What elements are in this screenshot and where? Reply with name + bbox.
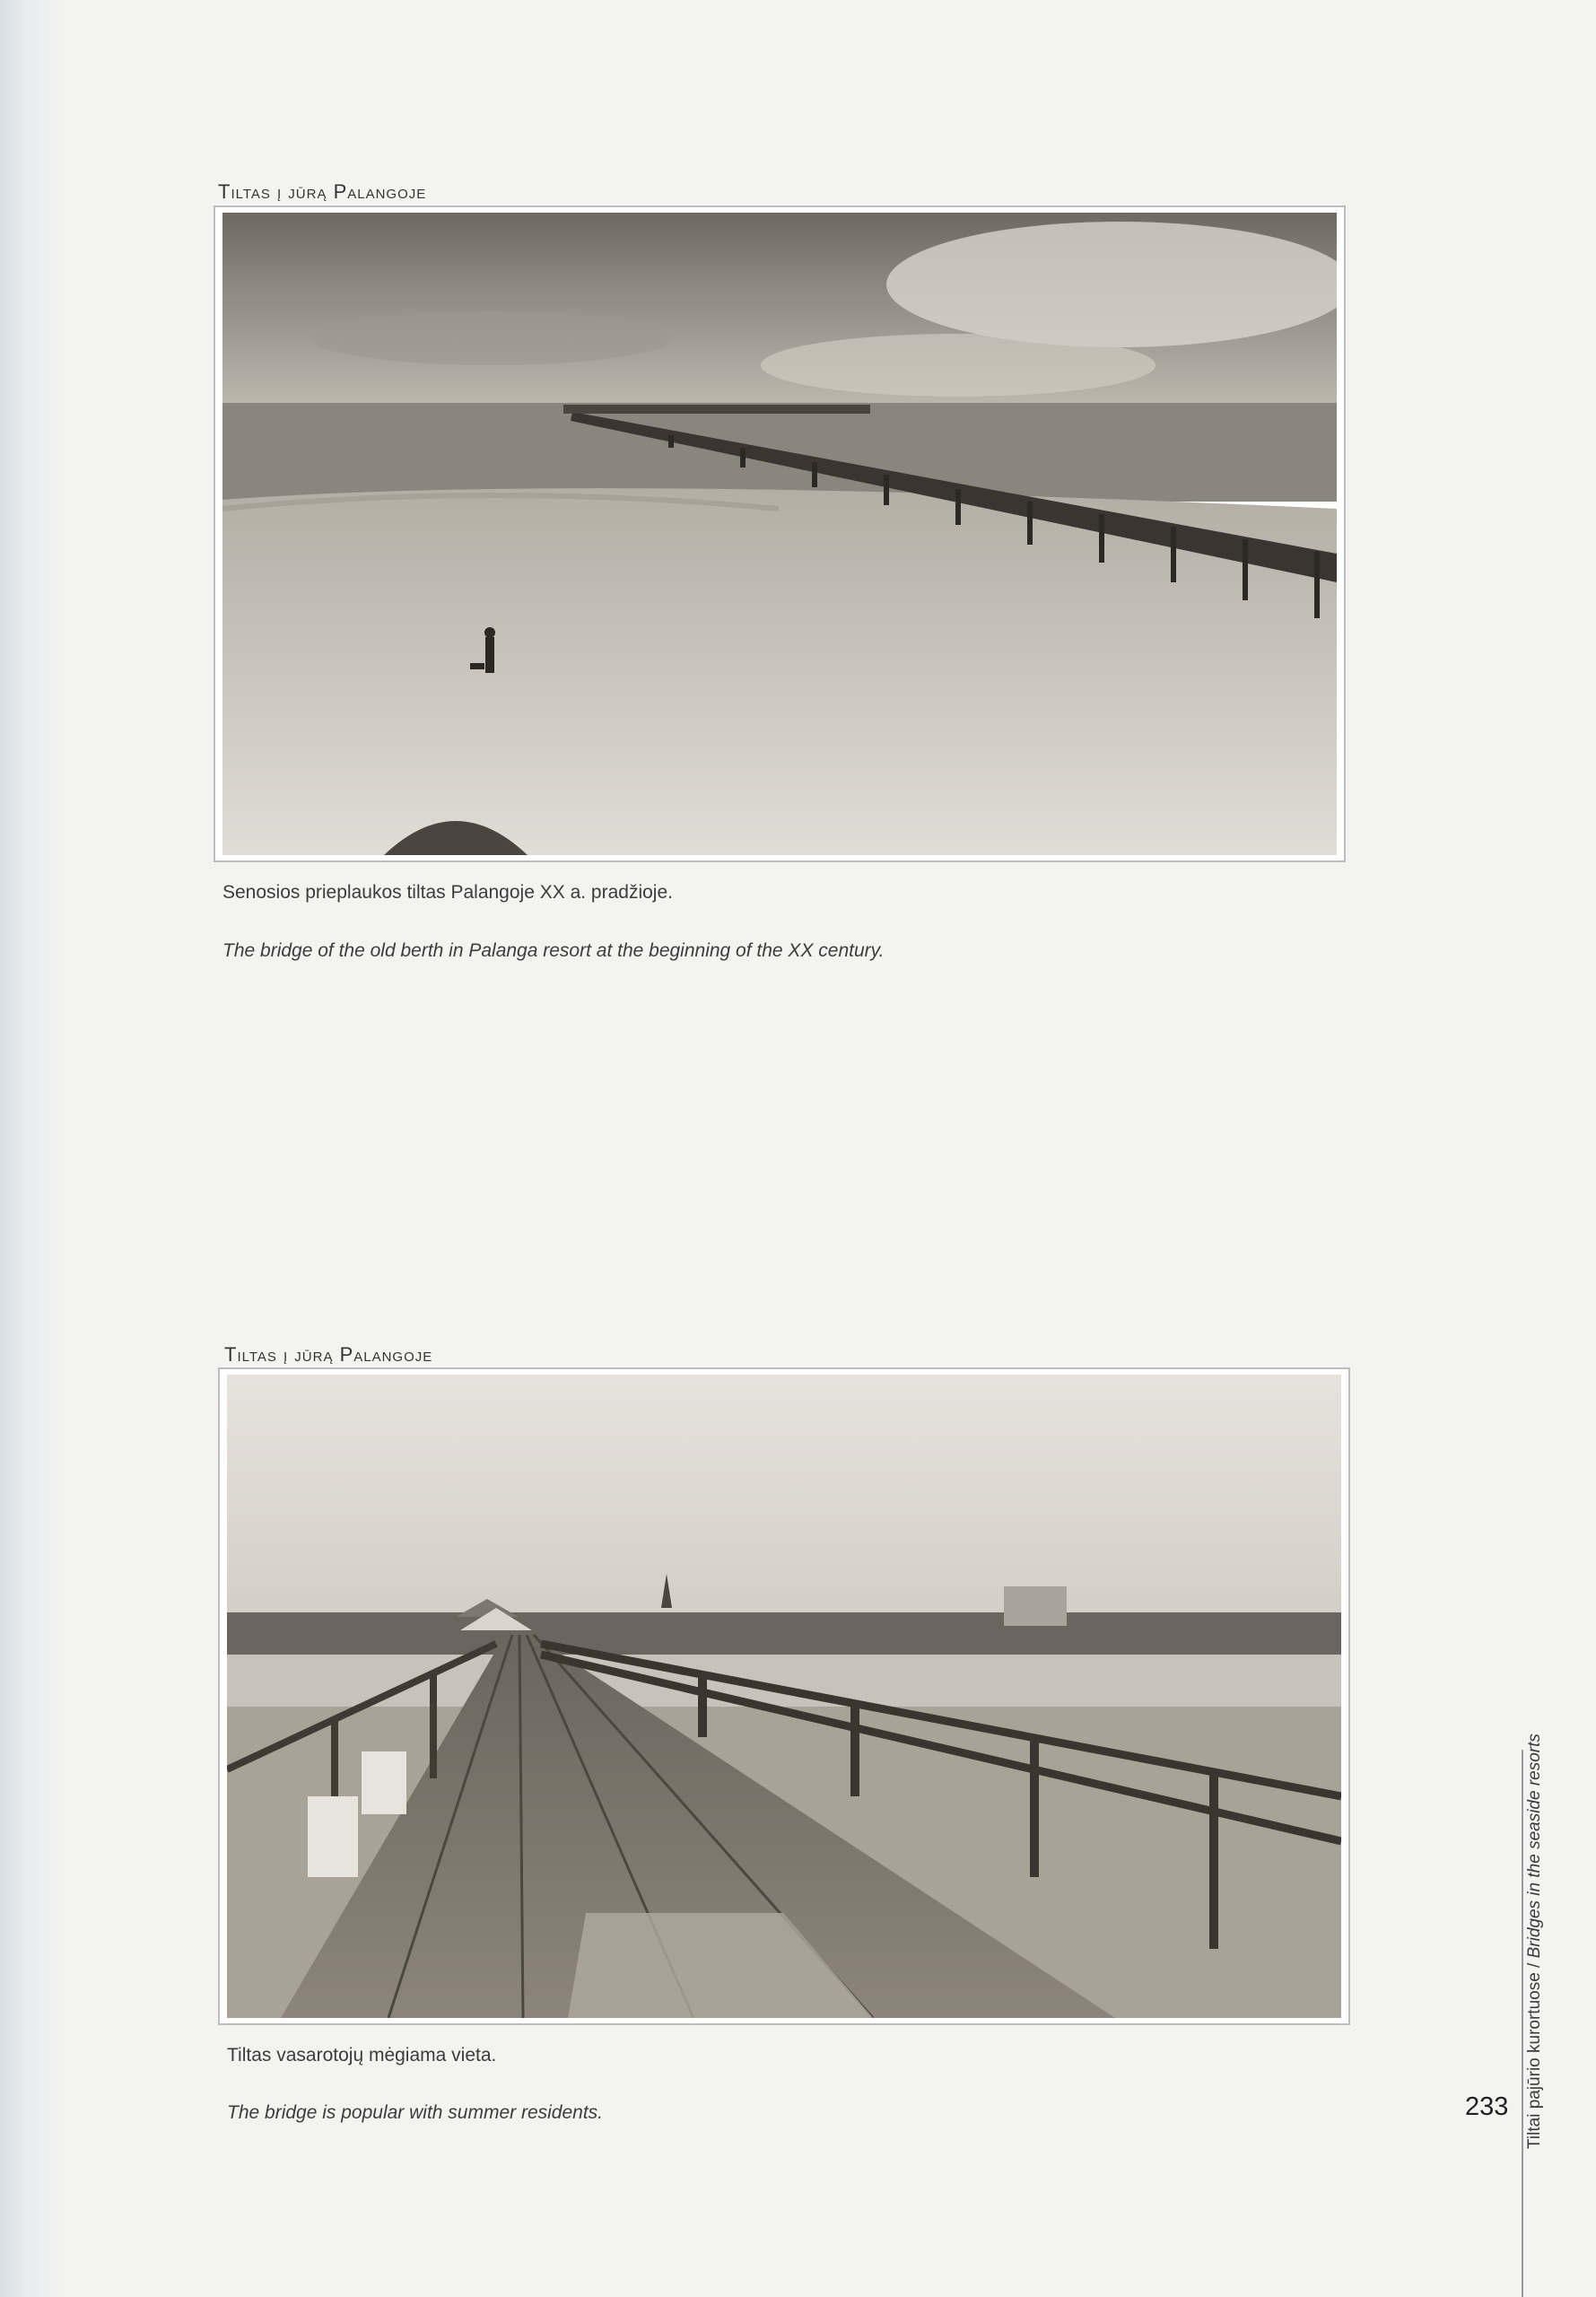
photo1-caption-en: The bridge of the old berth in Palanga resort at the beginning of the XX century.: [222, 940, 885, 961]
photo2-frame: [218, 1367, 1350, 2025]
photo2-caption-lt: Tiltas vasarotojų mėgiama vieta.: [227, 2045, 497, 2066]
running-title-lt: Tiltai pajūrio kurortuose /: [1525, 1958, 1544, 2149]
page-gutter-shadow: [0, 0, 63, 2297]
photo2-caption-en: The bridge is popular with summer residents.: [227, 2102, 604, 2123]
photo1-heading: Tiltas į jūrą Palangoje: [218, 180, 427, 203]
photo1-frame: [214, 205, 1346, 862]
photo1-caption-lt: Senosios prieplaukos tiltas Palangoje XX a. pradžioje.: [222, 882, 673, 903]
running-title: [1525, 1734, 1545, 2149]
running-title-en: Bridges in the seaside resorts: [1525, 1734, 1544, 1959]
margin-rule: [1522, 1750, 1523, 2297]
photo2-wooden-pier-town: [227, 1375, 1341, 2018]
photo1-old-pier-beach: [222, 213, 1337, 855]
page-number: 233: [1465, 2092, 1509, 2121]
photo2-heading: Tiltas į jūrą Palangoje: [224, 1343, 433, 1366]
